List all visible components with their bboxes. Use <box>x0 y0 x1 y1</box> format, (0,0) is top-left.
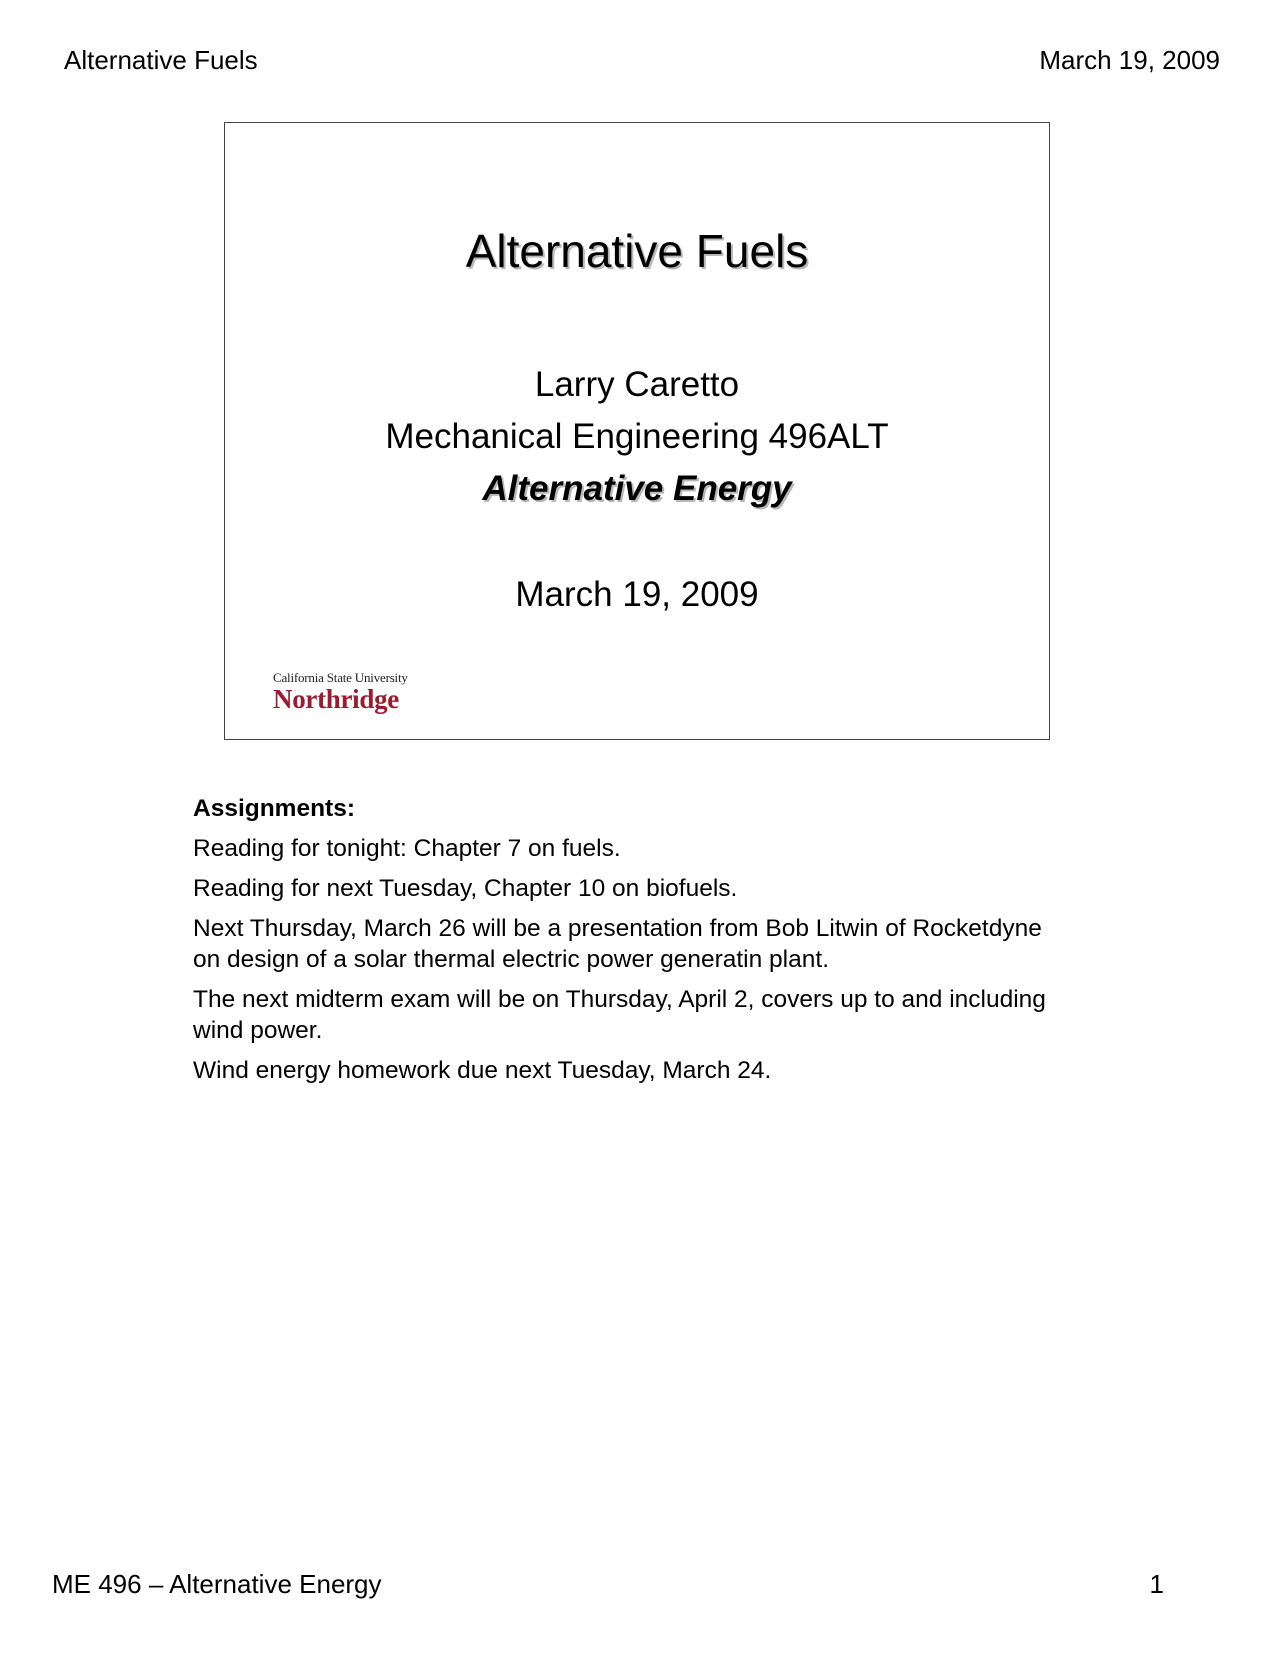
slide-subtitle: Alternative Energy <box>482 469 792 508</box>
footer-course: ME 496 – Alternative Energy <box>52 1569 382 1599</box>
notes-item: Next Thursday, March 26 will be a presentation from Bob Litwin of Rocketdyne on design of a solar thermal electric power generatin plant. <box>193 915 1042 973</box>
slide-date: March 19, 2009 <box>515 575 759 614</box>
header-date: March 19, 2009 <box>1039 45 1220 75</box>
slide-title: Alternative Fuels <box>465 225 809 277</box>
page-number: 1 <box>1149 1569 1164 1599</box>
slide-course: Mechanical Engineering 496ALT <box>385 417 889 456</box>
university-logo <box>273 671 408 713</box>
notes-item: Reading for next Tuesday, Chapter 10 on biofuels. <box>193 875 738 902</box>
notes-section <box>193 793 1073 1095</box>
slide-frame <box>224 122 1050 740</box>
logo-university: California State University <box>273 670 408 685</box>
notes-item: Reading for tonight: Chapter 7 on fuels. <box>193 835 621 862</box>
slide-author: Larry Caretto <box>534 365 740 404</box>
notes-item: Wind energy homework due next Tuesday, March 24. <box>193 1057 772 1084</box>
logo-campus: Northridge <box>273 684 399 714</box>
notes-item: The next midterm exam will be on Thursday, April 2, covers up to and including wind power. <box>193 986 1046 1044</box>
notes-heading: Assignments: <box>193 795 356 822</box>
header-title: Alternative Fuels <box>64 45 258 75</box>
